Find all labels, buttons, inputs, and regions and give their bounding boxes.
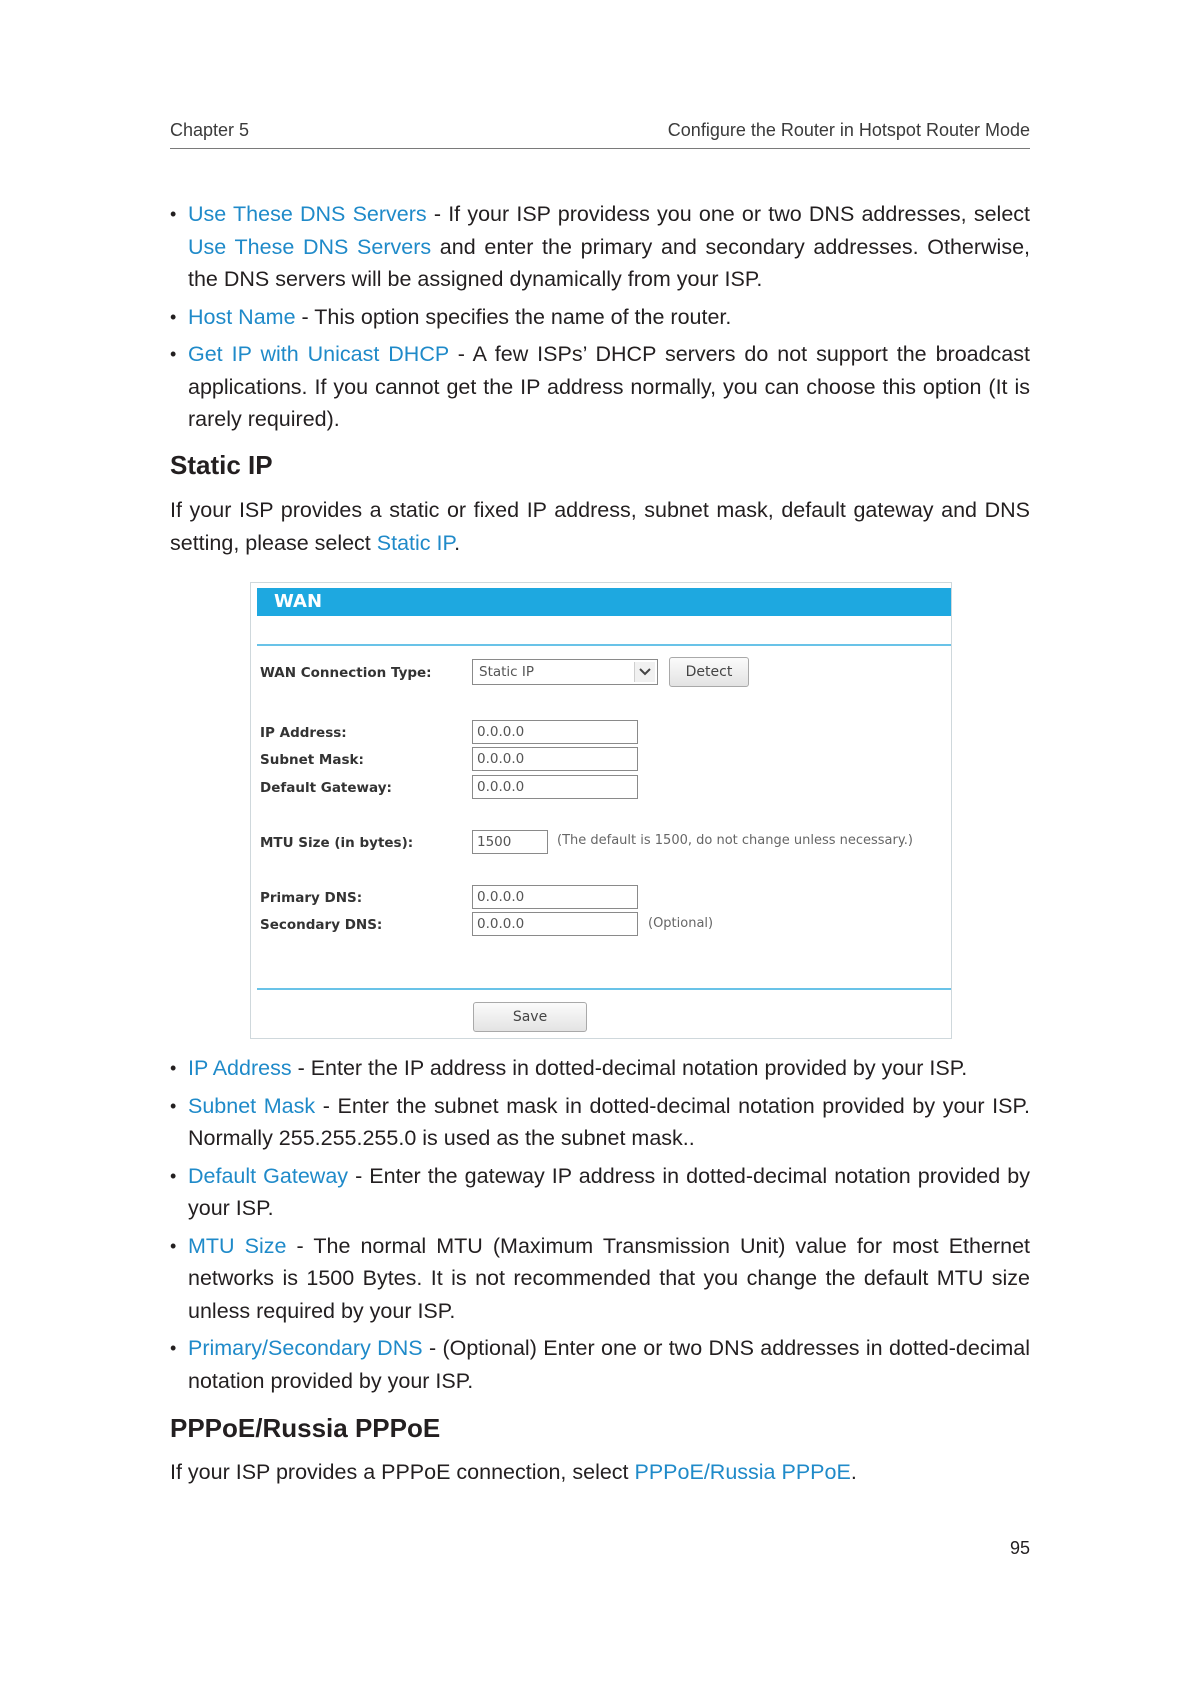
detect-button[interactable]: Detect bbox=[669, 657, 749, 687]
secondary-dns-label: Secondary DNS: bbox=[260, 917, 383, 933]
static-ip-paragraph: If your ISP provides a static or fixed IP address, subnet mask, default gateway and DNS setting, please select Static IP. bbox=[170, 498, 1030, 555]
wan-settings-screenshot bbox=[250, 582, 952, 1039]
pppoe-link: PPPoE/Russia PPPoE bbox=[634, 1460, 851, 1484]
connection-type-select[interactable] bbox=[472, 659, 658, 685]
optional-hint: (Optional) bbox=[648, 916, 714, 931]
list-item: • Default Gateway - Enter the gateway IP address in dotted-decimal notation provided by your ISP. bbox=[170, 1160, 1030, 1225]
static-ip-heading: Static IP bbox=[170, 450, 273, 480]
ip-address-label: IP Address: bbox=[260, 725, 347, 741]
term-mtu-size: MTU Size bbox=[188, 1233, 287, 1258]
default-gateway-label: Default Gateway: bbox=[260, 780, 392, 796]
default-gateway-input[interactable] bbox=[472, 775, 638, 799]
divider bbox=[257, 988, 951, 990]
connection-type-value: Static IP bbox=[479, 664, 535, 680]
dns-options-list bbox=[170, 198, 1030, 441]
pppoe-heading: PPPoE/Russia PPPoE bbox=[170, 1413, 441, 1443]
divider bbox=[257, 644, 951, 646]
subnet-mask-label: Subnet Mask: bbox=[260, 752, 364, 768]
term-ip-address: IP Address bbox=[188, 1056, 292, 1080]
mtu-size-input[interactable] bbox=[472, 830, 548, 854]
static-ip-link: Static IP bbox=[376, 530, 455, 555]
mtu-size-label: MTU Size (in bytes): bbox=[260, 835, 414, 851]
list-item: • Use These DNS Servers - If your ISP providess you one or two DNS addresses, select Use These DNS Servers and enter the primary and secondary addresses. Otherwise, the DNS servers will be assigned dynamically from your ISP. bbox=[170, 198, 1030, 296]
connection-type-label: WAN Connection Type: bbox=[260, 665, 432, 681]
ip-address-input[interactable] bbox=[472, 720, 638, 744]
wan-title-bar bbox=[257, 588, 951, 616]
chevron-down-icon bbox=[634, 662, 655, 682]
list-item: • Subnet Mask - Enter the subnet mask in dotted-decimal notation provided by your ISP. Normally 255.255.255.0 is used as the subnet mask.. bbox=[170, 1090, 1030, 1155]
save-button[interactable]: Save bbox=[473, 1002, 587, 1032]
running-header bbox=[170, 120, 1030, 149]
static-ip-field-list bbox=[170, 1052, 1030, 1402]
list-item: • Get IP with Unicast DHCP - A few ISPs’ DHCP servers do not support the broadcast applications. If you cannot get the IP address normally, you can choose this option (It is rarely required). bbox=[170, 338, 1030, 436]
term-unicast-dhcp: Get IP with Unicast DHCP bbox=[188, 342, 449, 366]
chapter-title: Configure the Router in Hotspot Router Mode bbox=[667, 120, 1030, 140]
term-default-gateway: Default Gateway bbox=[188, 1163, 349, 1188]
term-subnet-mask: Subnet Mask bbox=[188, 1093, 316, 1118]
list-item: • Primary/Secondary DNS - (Optional) Enter one or two DNS addresses in dotted-decimal notation provided by your ISP. bbox=[170, 1332, 1030, 1397]
mtu-hint: (The default is 1500, do not change unless necessary.) bbox=[557, 833, 913, 848]
list-item: • Host Name - This option specifies the name of the router. bbox=[170, 301, 1030, 334]
term-use-dns-2: Use These DNS Servers bbox=[188, 234, 432, 259]
page-number: 95 bbox=[1009, 1538, 1030, 1558]
wan-title: WAN bbox=[274, 591, 323, 612]
term-primary-secondary-dns: Primary/Secondary DNS bbox=[188, 1336, 423, 1360]
term-host-name: Host Name bbox=[188, 304, 296, 329]
list-item: • MTU Size - The normal MTU (Maximum Transmission Unit) value for most Ethernet networks is 1500 Bytes. It is not recommended that you change the default MTU size unless required by your ISP. bbox=[170, 1230, 1030, 1328]
primary-dns-label: Primary DNS: bbox=[260, 890, 363, 906]
list-item: • IP Address - Enter the IP address in dotted-decimal notation provided by your ISP. bbox=[170, 1052, 1030, 1085]
subnet-mask-input[interactable] bbox=[472, 747, 638, 771]
pppoe-paragraph: If your ISP provides a PPPoE connection, select PPPoE/Russia PPPoE. bbox=[170, 1460, 857, 1484]
term-use-dns: Use These DNS Servers bbox=[188, 202, 427, 226]
secondary-dns-input[interactable] bbox=[472, 912, 638, 936]
primary-dns-input[interactable] bbox=[472, 885, 638, 909]
chapter-label: Chapter 5 bbox=[170, 120, 250, 140]
